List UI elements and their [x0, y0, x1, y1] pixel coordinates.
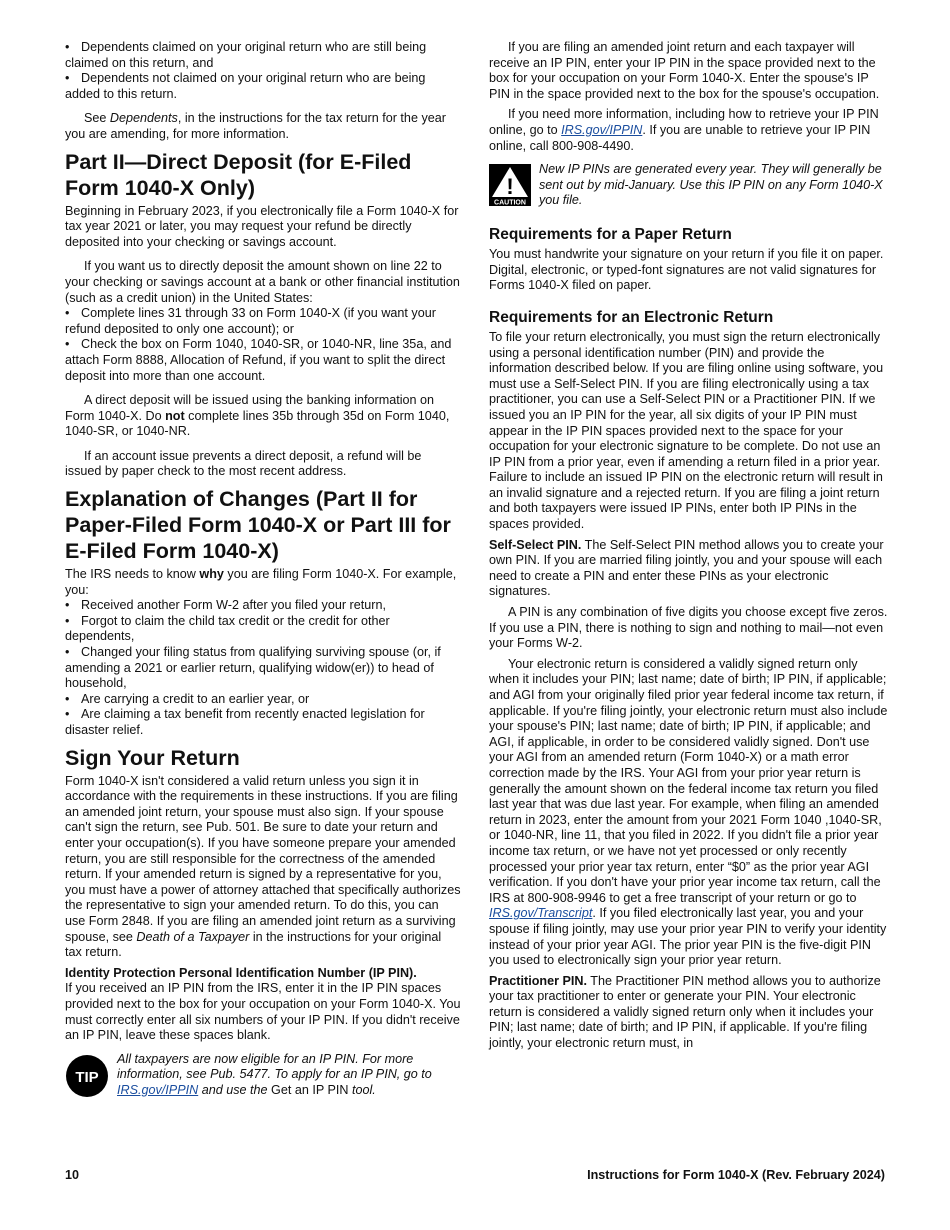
practitioner-paragraph: Practitioner PIN. The Practitioner PIN method allows you to authorize your tax practitioner to enter or generate your PIN. Your electronic return is considered a validly signed return only when it includes your PIN; last name; date of birth; and IP PIN, if applicable. If you're filing jointly, your electronic return must, in [489, 973, 881, 1051]
self-select-paragraph: Self-Select PIN. The Self-Select PIN method allows you to create your own PIN. If you are married filing jointly, you and your spouse will each need to create a PIN and enter these PINs as your electronic signatures. [489, 537, 884, 599]
paragraph: Your electronic return is considered a validly signed return only when it includes your PIN; last name; date of birth; IP PIN, if applicable; and AGI from your originally filed prior year federal income tax return, if applicable. If you're filing jointly, your electronic return must also include your spouse's PIN; last name; date of birth; IP PIN, if applicable; and AGI, if applicable, in order to be considered validly signed. Don't use your AGI from an amended return (Form 1040-X) or a math error correction made by the IRS. Your AGI from your prior year return is generally the amount shown on the federal income tax return you filed last year that was due last year. For example, when filing an amended return in 2023, enter the amount from your 2021 Form 1040 ,1040-SR, or 1040-NR, line 11, that you filed in 2022. If you didn't file a prior year income tax return, or we have not yet processed or only recently processed your prior year tax return, enter “$0” as the prior year AGI verification. If you don't have your prior year income tax return, call the IRS at 800-908-9946 to get a free transcript of your return or go to IRS.gov/Transcript. If you filed electronically last year, you and your spouse if filing jointly, may use your prior year PIN to verify your identity instead of your prior year AGI. The prior year PIN is the five-digit PIN you used to electronically sign your prior year return. [489, 656, 888, 968]
section-heading-sign: Sign Your Return [65, 745, 240, 770]
paragraph: If you want us to directly deposit the amount shown on line 22 to your checking or savings account at a bank or other financial institution (such as a credit union) in the United States: [65, 259, 460, 305]
caution-note [489, 162, 889, 211]
list-item: • Dependents not claimed on your original return who are being added to this return. [65, 71, 426, 101]
paragraph: If you are filing an amended joint return and each taxpayer will receive an IP PIN, enter your IP PIN in the space provided next to the box for your occupation on your Form 1040-X. Enter the spouse's IP PIN in the space provided next to the box for the spouse's occupation. [489, 40, 880, 101]
list-item: • Changed your filing status from qualifying surviving spouse (or, if amending a 2021 or earlier return, qualifying widow(er)) to head of household, [65, 645, 441, 691]
tip-text: All taxpayers are now eligible for an IP PIN. For more information, see Pub. 5477. To apply for an IP PIN, go to IRS.gov/IPPIN and use the Get an IP PIN tool. [117, 1051, 432, 1097]
see-dependents-paragraph: See Dependents, in the instructions for the tax return for the year you are amending, for more information. [65, 111, 446, 141]
section-heading-explanation: Explanation of Changes (Part II for Paper-Filed Form 1040-X or Part III for E-Filed Form 1040-X) [65, 487, 451, 564]
paragraph: A PIN is any combination of five digits you choose except five zeros. If you use a PIN, there is nothing to sign and nothing to mail—not even your Forms W-2. [489, 605, 888, 651]
paragraph: The IRS needs to know why you are filing Form 1040-X. For example, you: [65, 567, 457, 597]
paragraph: If you need more information, including how to retrieve your IP PIN online, go to IRS.gov/IPPIN. If you are unable to retrieve your IP PIN online, call 800-908-4490. [489, 107, 879, 153]
svg-text:TIP: TIP [75, 1068, 99, 1086]
caution-icon [489, 164, 531, 211]
caution-text: New IP PINs are generated every year. They will generally be sent out by mid-January. Use this IP PIN on any Form 1040-X you file. [539, 162, 883, 208]
list-item: • Are claiming a tax benefit from recently enacted legislation for disaster relief. [65, 707, 425, 737]
section-heading-electronic-return: Requirements for an Electronic Return [489, 308, 774, 326]
svg-text:!: ! [506, 174, 514, 200]
left-column [65, 40, 461, 1103]
paragraph: If an account issue prevents a direct deposit, a refund will be issued by paper check to the most recent address. [65, 448, 422, 479]
list-item: • Dependents claimed on your original return who are still being claimed on this return, and [65, 40, 427, 70]
list-item: • Received another Form W-2 after you filed your return, [65, 598, 386, 613]
ippin-link[interactable]: IRS.gov/IPPIN [561, 122, 643, 137]
paragraph: Beginning in February 2023, if you electronically file a Form 1040-X for tax year 2021 or later, you may request your refund be directly deposited into your checking or savings account. [65, 203, 459, 249]
svg-text:CAUTION: CAUTION [494, 199, 526, 207]
list-item: • Forgot to claim the child tax credit or the credit for other dependents, [65, 613, 390, 644]
page-number: 10 [65, 1168, 80, 1182]
tip-icon [65, 1054, 109, 1103]
section-heading-paper-return: Requirements for a Paper Return [489, 226, 732, 244]
footer-title: Instructions for Form 1040-X (Rev. February 2024) [587, 1168, 885, 1182]
list-item: • Are carrying a credit to an earlier year, or [65, 691, 310, 706]
paragraph: Form 1040-X isn't considered a valid return unless you sign it in accordance with the requirements in these instructions. If you are filing an amended joint return, your spouse must also sign. If your spouse can't sign the return, see Pub. 501. Be sure to date your return and enter your occupation(s). If you have someone prepare your amended return, you are still responsible for the correctness of the amended return. If your amended return is signed by a representative for you, you must have a power of attorney attached that specifically authorizes the representative to sign your amended return. To do this, you can use Form 2848. If you are filing an amended joint return as a surviving spouse, see Death of a Taxpayer in the instructions for your original tax return. [65, 773, 461, 960]
transcript-link[interactable]: IRS.gov/Transcript [489, 906, 593, 921]
paragraph: You must handwrite your signature on your return if you file it on paper. Digital, electronic, or typed-font signatures are not valid signatures for Forms 1040-X filed on paper. [489, 247, 884, 293]
paragraph: To file your return electronically, you must sign the return electronically using a personal identification number (PIN) and provide the information described below. If you are filing online using software, you must use a Self-Select PIN. If you are filing electronically using a tax practitioner, you can use a Self-Select PIN or a Practitioner PIN. If we issued you an IP PIN for the year, all six digits of your IP PIN must appear in the IP PIN spaces provided next to the space for your occupation for your electronic signature to be complete. Do not use an IP PIN from a prior year, even if amending a return filed in a prior year. Failure to include an issued IP PIN on the electronic return will result in an invalid signature and a rejected return. If you are filing a joint return and both taxpayers were issued IP PINs, enter both IP PINs in the spaces provided. [489, 329, 884, 532]
tip-note [65, 1052, 461, 1103]
paragraph: A direct deposit will be issued using the banking information on Form 1040-X. Do not complete lines 35b through 35d on Form 1040, 1040-SR, or 1040-NR. [65, 393, 450, 439]
section-heading-direct-deposit: Part II—Direct Deposit (for E-Filed Form 1040-X Only) [65, 149, 412, 200]
ippin-paragraph: Identity Protection Personal Identification Number (IP PIN). If you received an IP PIN from the IRS, enter it in the IP PIN spaces provided next to the box for your occupation on your Form 1040-X. You must correctly enter all six numbers of your IP PIN. If you didn't receive an IP PIN, leave these spaces blank. [65, 965, 461, 1043]
list-item: • Complete lines 31 through 33 on Form 1040-X (if you want your refund deposited to only one account); or [65, 306, 436, 336]
right-column [489, 40, 889, 1052]
ippin-link[interactable]: IRS.gov/IPPIN [117, 1082, 199, 1097]
list-item: • Check the box on Form 1040, 1040-SR, or 1040-NR, line 35a, and attach Form 8888, Allocation of Refund, if you want to split the direct deposit into more than one account. [65, 337, 452, 383]
